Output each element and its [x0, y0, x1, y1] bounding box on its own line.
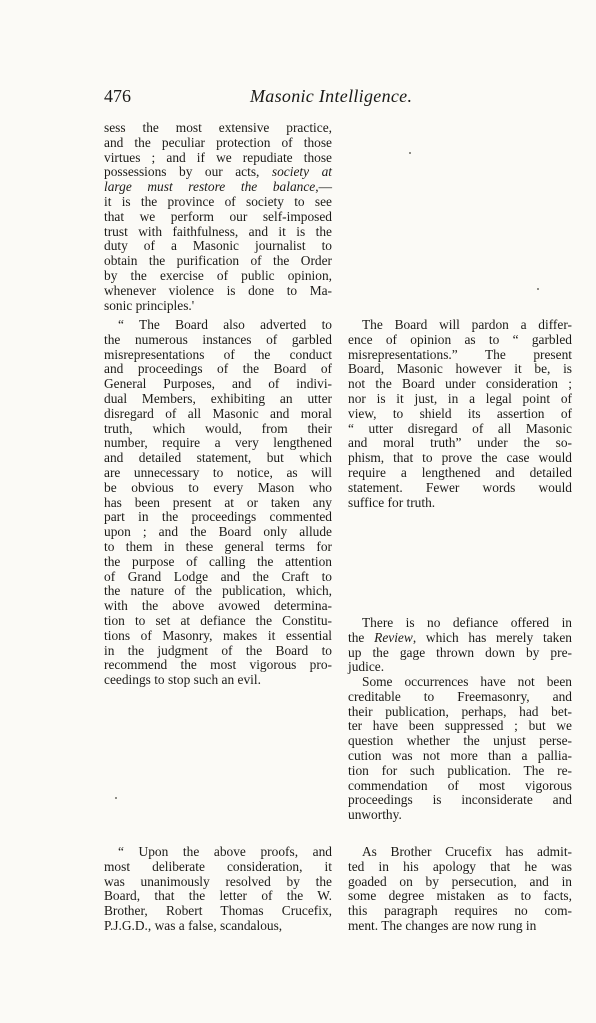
- text-line: ted in his apology that he was: [348, 858, 572, 874]
- text-line: whenever violence is done to Ma-: [104, 282, 332, 298]
- right-paragraph-1: [348, 318, 572, 510]
- text-line: was unanimously resolved by the: [104, 873, 332, 889]
- text-line: it is the province of society to see: [104, 193, 332, 209]
- text-line: the Review, which has merely taken: [348, 629, 572, 645]
- text-line: creditable to Freemasonry, and: [348, 688, 572, 704]
- text-line: that we perform our self-imposed: [104, 208, 332, 224]
- text-line: commendation of most vigorous: [348, 777, 572, 793]
- text-line: and detailed statement, but which: [104, 450, 332, 466]
- text-line: misrepresentations.” The present: [348, 346, 572, 362]
- text-line: view, to shield its assertion of: [348, 405, 572, 421]
- text-line: not the Board under consideration ;: [348, 376, 572, 392]
- text-line: this paragraph requires no com-: [348, 903, 572, 919]
- scan-speck: [537, 288, 539, 290]
- text-line: and moral truth” under the so-: [348, 435, 572, 451]
- text-line: Some occurrences have not been: [362, 674, 572, 689]
- text-line: large must restore the balance,—: [104, 179, 332, 195]
- text-line: truth, which would, from their: [104, 420, 332, 436]
- text-line: Brother, Robert Thomas Crucefix,: [104, 903, 332, 919]
- text-line: the purpose of calling the attention: [104, 553, 332, 569]
- text-line: “ Upon the above proofs, and: [118, 844, 332, 859]
- text-line: recommend the most vigorous pro-: [104, 657, 332, 673]
- text-line: tion for such publication. The re-: [348, 762, 572, 778]
- text-line: disregard of all Masonic and moral: [104, 405, 332, 421]
- text-line: proceedings is inconsiderate and: [348, 792, 572, 808]
- left-paragraph-2: [104, 318, 332, 688]
- text-line: with the above avowed determina-: [104, 598, 332, 614]
- text-line: trust with faithfulness, and it is the: [104, 223, 332, 239]
- left-paragraph-3: [104, 845, 332, 934]
- text-line: number, require a very lengthened: [104, 435, 332, 451]
- text-line: sess the most extensive practice,: [104, 120, 332, 135]
- text-line: some degree mistaken as to facts,: [348, 888, 572, 904]
- text-line: ter have been suppressed ; but we: [348, 718, 572, 734]
- text-line: dual Members, exhibiting an utter: [104, 390, 332, 406]
- right-paragraph-4: [348, 845, 572, 934]
- text-line: Board, that the letter of the W.: [104, 888, 332, 904]
- text-line: statement. Fewer words would: [348, 479, 572, 495]
- text-line: tion to set at defiance the Constitu-: [104, 612, 332, 628]
- text-line: sonic principles.': [104, 297, 195, 313]
- text-line: in the judgment of the Board to: [104, 642, 332, 658]
- text-line: The Board will pardon a differ-: [362, 317, 572, 332]
- text-line: and proceedings of the Board of: [104, 361, 332, 377]
- text-line: the numerous instances of garbled: [104, 331, 332, 347]
- right-paragraph-3: [348, 675, 572, 823]
- text-line: There is no defiance offered in: [362, 615, 572, 630]
- text-line: ceedings to stop such an evil.: [104, 672, 261, 688]
- text-line: and the peculiar protection of those: [104, 134, 332, 150]
- text-line: part in the proceedings commented: [104, 509, 332, 525]
- text-line: judice.: [348, 659, 385, 675]
- text-line: tions of Masonry, makes it essential: [104, 627, 332, 643]
- text-line: Board, Masonic however it be, is: [348, 361, 572, 377]
- text-line: General Purposes, and of indivi-: [104, 376, 332, 392]
- text-line: upon ; and the Board only allude: [104, 524, 332, 540]
- text-line: up the gage thrown down by pre-: [348, 644, 572, 660]
- text-line: possessions by our acts, society at: [104, 164, 332, 180]
- text-line: to them in these general terms for: [104, 538, 332, 554]
- text-line: P.J.G.D., was a false, scandalous,: [104, 917, 283, 933]
- text-line: duty of a Masonic journalist to: [104, 238, 332, 254]
- text-line: goaded on by persecution, and in: [348, 873, 572, 889]
- text-line: As Brother Crucefix has admit-: [362, 844, 572, 859]
- text-line: virtues ; and if we repudiate those: [104, 149, 332, 165]
- text-line: most deliberate consideration, it: [104, 858, 332, 874]
- text-line: nor is it just, in a legal point of: [348, 390, 572, 406]
- text-line: “ utter disregard of all Masonic: [348, 420, 572, 436]
- scan-speck: [409, 152, 411, 154]
- text-line: ence of opinion as to “ garbled: [348, 331, 572, 347]
- text-line: “ The Board also adverted to: [118, 317, 332, 332]
- text-line: by the exercise of public opinion,: [104, 267, 332, 283]
- text-line: require a lengthened and detailed: [348, 464, 572, 480]
- text-line: be obvious to every Mason who: [104, 479, 332, 495]
- text-line: unworthy.: [348, 807, 402, 823]
- text-line: phism, that to prove the case would: [348, 450, 572, 466]
- text-line: of Grand Lodge and the Craft to: [104, 568, 332, 584]
- left-paragraph-1: [104, 121, 332, 313]
- right-paragraph-2: [348, 616, 572, 675]
- page-number: 476: [104, 86, 131, 106]
- text-line: cution was not more than a pallia-: [348, 747, 572, 763]
- text-line: question whether the unjust perse-: [348, 733, 572, 749]
- scan-speck: [115, 797, 117, 799]
- text-line: ment. The changes are now rung in: [348, 917, 537, 933]
- text-line: has been present at or taken any: [104, 494, 332, 510]
- text-line: suffice for truth.: [348, 494, 436, 510]
- text-line: misrepresentations of the conduct: [104, 346, 332, 362]
- text-line: are unnecessary to notice, as will: [104, 464, 332, 480]
- text-line: obtain the purification of the Order: [104, 253, 332, 269]
- text-line: the nature of the publication, which,: [104, 583, 332, 599]
- text-line: their publication, perhaps, had bet-: [348, 703, 572, 719]
- running-title: Masonic Intelligence.: [250, 86, 413, 106]
